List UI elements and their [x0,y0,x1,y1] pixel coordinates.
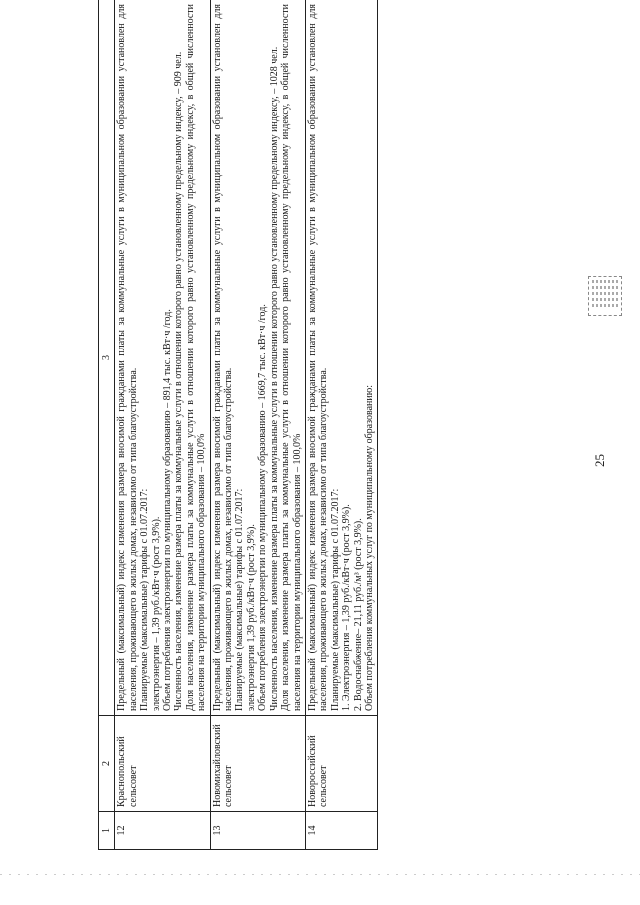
binding-margin-marks [0,874,640,875]
row-number: 13 [210,812,305,850]
tariff-description [115,0,210,716]
description-line: Планируемые (максимальные) тарифы с 01.07.2017: [139,488,151,711]
page-number: 25 [592,454,607,467]
tariff-table [98,0,378,850]
description-line: Предельный (максимальный) индекс изменения размера вносимой гражданами платы за коммунальные услуги в муниципальном образовании установлен для населения, проживающего в жилых домах, независимо от типа благоустройства. [306,4,330,711]
tariff-description [305,0,377,716]
stamp-mark [588,276,622,316]
description-line: Доля населения, изменение размера платы за коммунальные услуги в отношении которого равно установленному предельному индексу, в общей численности населения на территории муниципального образования – 100,0% [184,4,208,711]
header-col-2: 2 [99,716,115,812]
description-line: Численность населения, изменение размера платы за коммунальные услуги в отношении которого равно установленному предельному индексу, – 1028 чел. [268,46,280,711]
description-line: Предельный (максимальный) индекс изменения размера вносимой гражданами платы за коммунальные услуги в муниципальном образовании установлен для населения, проживающего в жилых домах, независимо от типа благоустройства. [116,4,139,711]
row-number: 14 [305,812,377,850]
description-line: Планируемые (максимальные) тарифы с 01.07.2017: [329,488,341,711]
description-line: Численность населения, изменение размера платы за коммунальные услуги в отношении которого равно установленному предельному индексу, – 909 чел. [173,51,185,711]
description-line: Планируемые (максимальные) тарифы с 01.07.2017: [234,488,246,711]
municipality-name: Краснопольский сельсовет [115,716,210,812]
municipality-name: Новомихайловский сельсовет [210,716,305,812]
description-line: Объем потребления коммунальных услуг по муниципальному образованию: [363,385,375,711]
table-row [305,0,377,850]
description-line: 1. Электроэнергия – 1,39 руб./кВт·ч (рост 3,9%). [341,504,353,711]
description-line: 2. Водоснабжение– 21,11 руб./м³ (рост 3,9%). [352,518,364,711]
description-line: электроэнергия 1,39 руб./кВт·ч (рост 3,9%). [245,524,257,711]
description-line: Доля населения, изменение размера платы за коммунальные услуги в отношении которого равно установленному предельному индексу, в общей численности населения на территории муниципального образования – 100,0% [280,4,303,711]
municipality-name: Новороссийский сельсовет [305,716,377,812]
table-row [210,0,305,850]
header-col-1: 1 [99,812,115,850]
table-header-row [99,0,115,850]
row-number: 12 [115,812,210,850]
table-row [115,0,210,850]
description-line: Объем потребления электроэнергии по муниципальному образованию – 1669,7 тыс. кВт·ч /год. [257,304,269,711]
description-line: электроэнергия – 1,39 руб./кВт·ч (рост 3,9%). [150,516,162,711]
header-col-3: 3 [99,0,115,716]
description-line: Объем потребления электроэнергии по муниципальному образованию – 891,4 тыс. кВт·ч /год. [162,309,174,711]
description-line: Предельный (максимальный) индекс изменения размера вносимой гражданами платы за коммунальные услуги в муниципальном образовании установлен для населения, проживающего в жилых домах, независимо от типа благоустройства. [211,4,235,711]
tariff-description [210,0,305,716]
